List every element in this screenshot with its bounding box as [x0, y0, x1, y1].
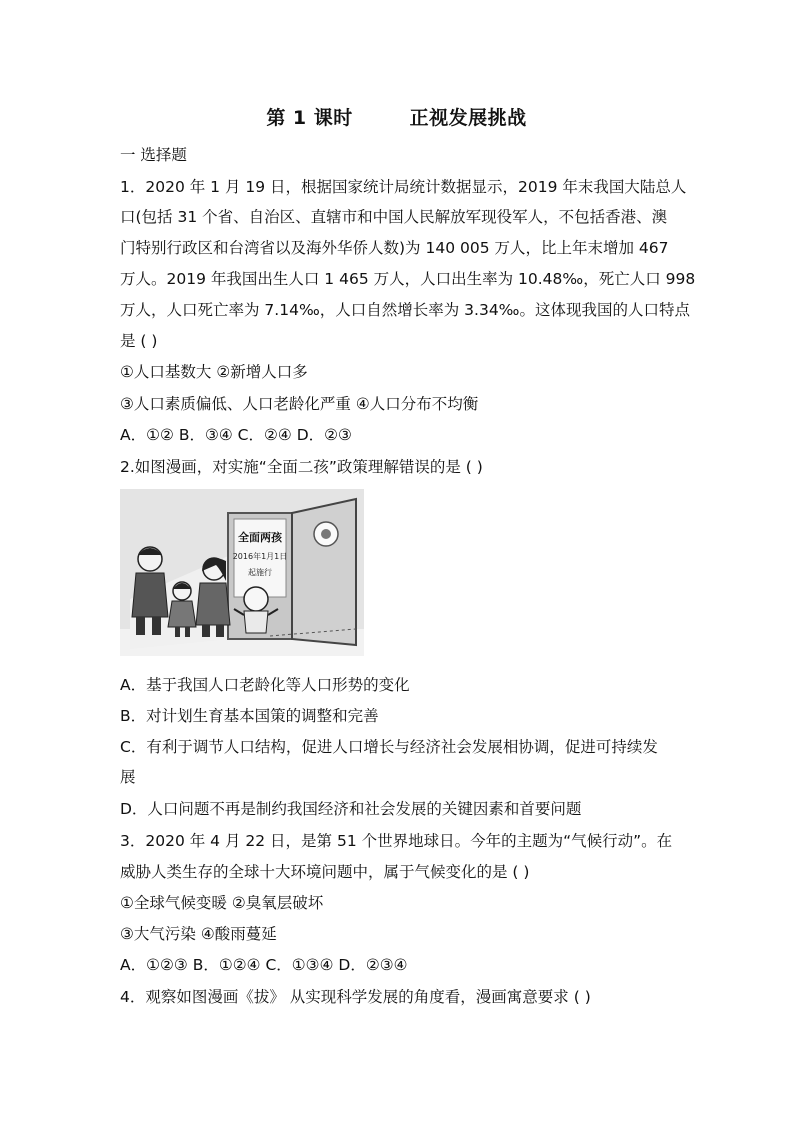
q3-stem-line-2: 威胁人类生存的全球十大环境问题中，属于气候变化的是 ( ): [120, 863, 530, 881]
q1-stem-line-4: 万人。2019 年我国出生人口 1 465 万人，人口出生率为 10.48‰，死亡人口 998: [120, 270, 696, 288]
door-sign-line-2: 2016年1月1日: [232, 552, 288, 561]
q1-stem-line-6: 是 ( ): [120, 332, 158, 350]
q3-option-line-1: ①全球气候变暖 ②臭氧层破坏: [120, 894, 324, 912]
q3-option-line-2: ③大气污染 ④酸雨蔓延: [120, 925, 277, 943]
door-sign-line-3: 起施行: [248, 568, 272, 577]
q1-stem-line-5: 万人，人口死亡率为 7.14‰，人口自然增长率为 3.34‰。这体现我国的人口特点: [120, 301, 690, 319]
q1-stem-line-3: 门特别行政区和台湾省以及海外华侨人数)为 140 005 万人，比上年末增加 467: [120, 239, 669, 257]
q2-option-b: B．对计划生育基本国策的调整和完善: [120, 707, 379, 725]
q2-stem: 2.如图漫画，对实施“全面二孩”政策理解错误的是 ( ): [120, 458, 483, 476]
lesson-title: 第 1 课时 正视发展挑战: [266, 107, 527, 129]
q1-stem-line-2: 口(包括 31 个省、自治区、直辖市和中国人民解放军现役军人，不包括香港、澳: [120, 208, 668, 226]
q1-option-line-2: ③人口素质偏低、人口老龄化严重 ④人口分布不均衡: [120, 395, 479, 413]
q4-stem: 4．观察如图漫画《拔》 从实现科学发展的角度看，漫画寓意要求 ( ): [120, 988, 591, 1006]
q2-option-c-line-2: 展: [120, 768, 136, 786]
two-child-policy-cartoon: [120, 489, 364, 656]
q1-answer-choices: A．①② B．③④ C．②④ D．②③: [120, 426, 352, 444]
q3-answer-choices: A．①②③ B．①②④ C．①③④ D．②③④: [120, 956, 408, 974]
q1-option-line-1: ①人口基数大 ②新增人口多: [120, 363, 308, 381]
q2-option-c-line-1: C．有利于调节人口结构，促进人口增长与经济社会发展相协调，促进可持续发: [120, 738, 658, 756]
q2-option-a: A．基于我国人口老龄化等人口形势的变化: [120, 676, 410, 694]
q2-option-d: D．人口问题不再是制约我国经济和社会发展的关键因素和首要问题: [120, 800, 582, 818]
q3-stem-line-1: 3．2020 年 4 月 22 日，是第 51 个世界地球日。今年的主题为“气候行动”。在: [120, 832, 673, 850]
door-sign-line-1: 全面两孩: [238, 531, 282, 544]
section-heading: 一 选择题: [120, 146, 187, 164]
q1-stem-line-1: 1．2020 年 1 月 19 日，根据国家统计局统计数据显示，2019 年末我国大陆总人: [120, 178, 687, 196]
